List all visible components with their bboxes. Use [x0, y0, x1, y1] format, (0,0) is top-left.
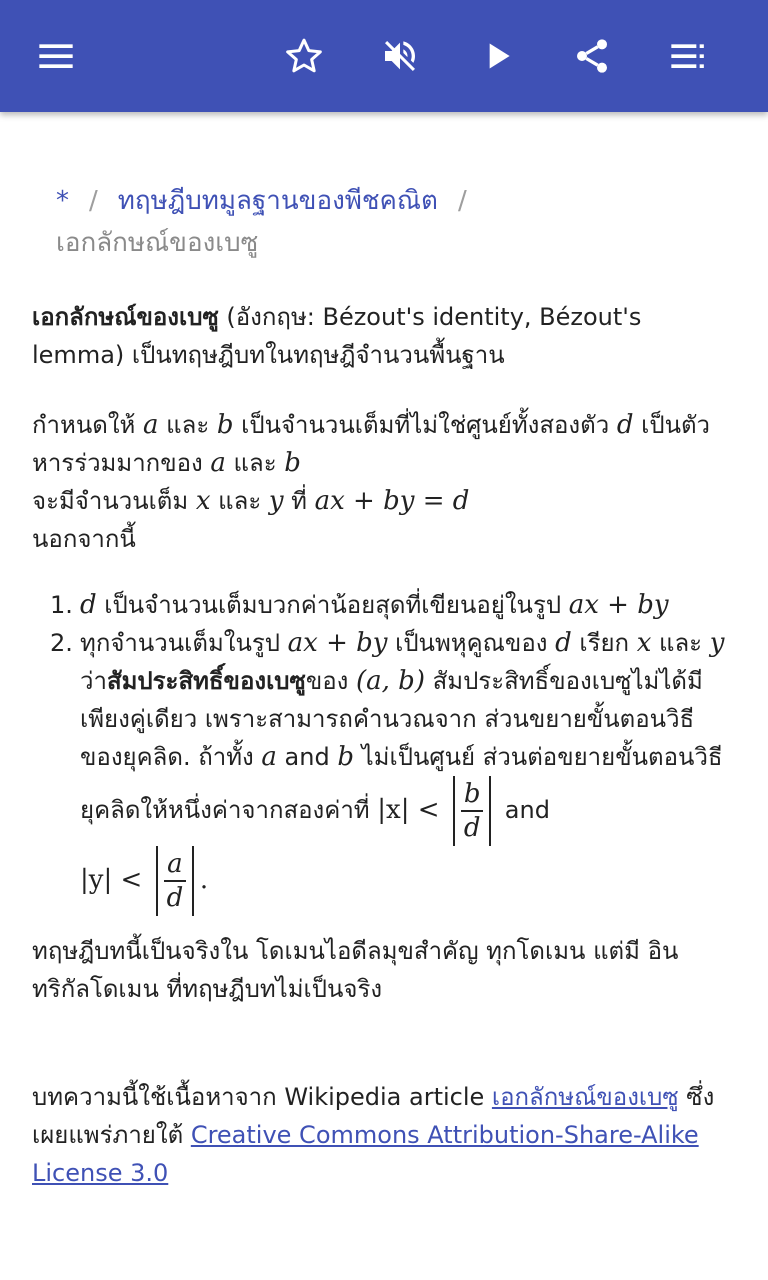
text: ซึ่งเผยแพร่ภายใต้ [32, 1083, 715, 1149]
math-var: a [210, 448, 226, 478]
play-button[interactable] [470, 28, 526, 84]
text: เป็นจำนวนเต็มที่ไม่ใช่ศูนย์ทั้งสองตัว [233, 411, 617, 439]
text: จะมีจำนวนเต็ม [32, 487, 196, 515]
text: นอกจากนี้ [32, 525, 136, 553]
text: and [276, 743, 338, 771]
bookmark-button[interactable] [276, 28, 332, 84]
breadcrumb-current: เอกลักษณ์ของเบซู [56, 228, 259, 258]
text: เรียก [571, 629, 637, 657]
math-var: b [337, 742, 354, 772]
breadcrumb-separator: / [457, 186, 467, 216]
text: และ [225, 449, 285, 477]
math-var: y [709, 628, 725, 658]
bold-term: สัมประสิทธิ์ของเบซู [106, 667, 306, 695]
attribution [32, 1078, 736, 1192]
text: และ [158, 411, 217, 439]
breadcrumb-parent[interactable]: ทฤษฎีบทมูลฐานของพีชคณิต [117, 186, 438, 216]
numerator: b [463, 779, 481, 809]
math-expression: |y| < [80, 865, 143, 895]
text: เป็นตัวหารร่วมมากของ [32, 411, 711, 477]
text: ที่ [283, 487, 315, 515]
math-var: a [143, 410, 159, 440]
text: . [199, 865, 209, 895]
list-icon [668, 36, 708, 76]
text: ว่า [80, 667, 107, 695]
list-item [32, 624, 736, 916]
math-expression: ax + by [568, 590, 669, 620]
intro-text: (อังกฤษ: Bézout's identity, Bézout's lemma) เป็นทฤษฎีบทในทฤษฎีจำนวนพื้นฐาน [32, 303, 642, 369]
article-term: เอกลักษณ์ของเบซู [32, 303, 219, 331]
wikipedia-article-link[interactable]: เอกลักษณ์ของเบซู [491, 1083, 679, 1111]
list-number: 2. [50, 629, 73, 657]
volume-mute-icon [380, 36, 420, 76]
list-item [32, 586, 736, 624]
mute-button[interactable] [372, 28, 428, 84]
play-icon [478, 36, 518, 76]
definition-paragraph [32, 406, 736, 558]
breadcrumb-separator: / [89, 186, 98, 216]
text: และ [210, 487, 269, 515]
share-button[interactable] [564, 28, 620, 84]
denominator: d [166, 883, 184, 913]
text: และ [651, 629, 710, 657]
math-var: d [555, 628, 572, 658]
numerator: a [167, 849, 183, 879]
text: เป็นพหุคูณของ [387, 629, 556, 657]
math-var: b [216, 410, 234, 440]
text: บทความนี้ใช้เนื้อหาจาก Wikipedia article [32, 1083, 492, 1111]
abs-fraction-a-over-d [150, 846, 200, 916]
denominator: d [463, 813, 481, 843]
math-equation: ax + by = d [314, 486, 470, 516]
breadcrumb [56, 180, 487, 264]
math-expression: ax + by [287, 628, 388, 658]
menu-icon [36, 36, 76, 76]
text: ไม่เป็นศูนย์ ส่วนต่อขยายขั้นตอนวิธียุคลิดให้หนึ่งค่าจากสองค่าที่ [80, 743, 723, 824]
abs-fraction-b-over-d [447, 776, 497, 846]
star-icon [284, 36, 324, 76]
menu-button[interactable] [28, 28, 84, 84]
text: ทุกจำนวนเต็มในรูป [80, 629, 288, 657]
list-number: 1. [50, 591, 73, 619]
text: ของ [305, 667, 356, 695]
property-list [32, 586, 736, 916]
math-var: x [636, 628, 652, 658]
math-expression: |x| < [377, 795, 440, 825]
math-expression: (a, b) [356, 666, 425, 696]
license-link[interactable]: Creative Commons Attribution-Share-Alike License 3.0 [32, 1121, 699, 1187]
math-var: d [80, 590, 97, 620]
math-var: y [268, 486, 284, 516]
closing-paragraph: ทฤษฎีบทนี้เป็นจริงใน โดเมนไอดีลมุขสำคัญ ทุกโดเมน แต่มี อินทริกัลโดเมน ที่ทฤษฎีบทไม่เป็นจริง [32, 937, 679, 1003]
math-var: b [284, 448, 301, 478]
intro-paragraph [32, 298, 736, 374]
app-bar [0, 0, 768, 112]
math-var: d [616, 410, 634, 440]
contents-button[interactable] [660, 28, 716, 84]
math-var: x [195, 486, 211, 516]
math-var: a [261, 742, 277, 772]
share-icon [572, 36, 612, 76]
text: เป็นจำนวนเต็มบวกค่าน้อยสุดที่เขียนอยู่ในรูป [96, 591, 569, 619]
text: กำหนดให้ [32, 411, 143, 439]
text: สัมประสิทธิ์ของเบซูไม่ได้มีเพียงคู่เดียว เพราะสามารถคำนวณจาก ส่วนขยายขั้นตอนวิธีของยุคลิด. ถ้าทั้ง [80, 667, 703, 771]
breadcrumb-root[interactable]: * [56, 186, 69, 216]
text: and [497, 796, 550, 824]
